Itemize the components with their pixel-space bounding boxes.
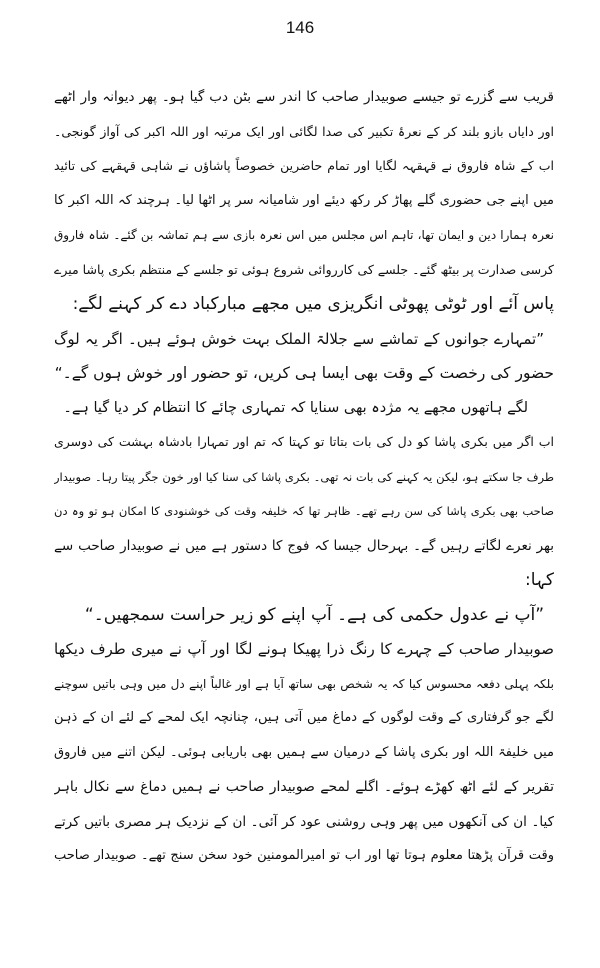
text-line: پاس آئے اور ٹوٹی پھوٹی انگریزی میں مجھے مبارکباد دے کر کہنے لگے: <box>72 294 554 314</box>
text-line: قریب سے گزرے تو جیسے صوبیدار صاحب کا اندر سے بٹن دب گیا ہو۔ پھر دیوانہ وار اٹھے <box>54 89 554 105</box>
text-line: صوبیدار صاحب کے چہرے کا رنگ ذرا پھیکا ہونے لگا اور آپ نے میری طرف دیکھا <box>54 640 554 658</box>
text-line: اب اگر میں بکری پاشا کو دل کی بات بتاتا تو کہتا کہ تم اور تمہارا بادشاہ بہشت کی دوسری <box>54 434 554 449</box>
text-line: اور دایاں بازو بلند کر کے نعرۂ تکبیر کی صدا لگائی اور ایک مرتبہ اور اللہ اکبر کی آواز گونجی۔ <box>54 123 554 139</box>
text-line: کیا۔ ان کی آنکھوں میں پھر وہی روشنی عود کر آئی۔ ان کے نزدیک ہر مصری باتیں کرتے <box>54 813 554 830</box>
text-line: نعرہ ہمارا دین و ایمان تھا، تاہم اس مجلس میں اس نعرہ بازی سے ہم تماشہ بن گئے۔ شاہ فاروق <box>54 228 554 242</box>
text-line: کہا: <box>525 570 554 590</box>
quote-line: حضور کی رخصت کے وقت بھی ایسا ہی کریں، تو حضور اور خوش ہوں گے۔“ <box>54 364 554 382</box>
text-line: میں خلیفۃ اللہ اور بکری پاشا کے درمیان سے ہمیں بھی باریابی ہوئی۔ لیکن اتنے میں فاروق <box>54 744 554 760</box>
text-line: کرسی صدارت پر بیٹھ گئے۔ جلسے کی کارروائی شروع ہوئی تو جلسے کے منتظم بکری پاشا میرے <box>54 261 554 277</box>
text-line: اب کے شاہ فاروق نے قہقہہ لگایا اور تمام حاضرین خصوصاً پاشاؤں نے شاہی قہقہے کی تائید <box>54 158 554 173</box>
quote-line: ”آپ نے عدول حکمی کی ہے۔ آپ اپنے کو زیر حراست سمجھیں۔“ <box>84 604 544 625</box>
text-line: طرف جا سکتے ہو، لیکن یہ کہنے کی بات نہ تھی۔ بکری پاشا کی سنا کیا اور خون جگر پیتا رہا۔ صوبیدار <box>54 469 554 484</box>
text-line: لگے جو گرفتاری کے وقت لوگوں کے دماغ میں آتی ہیں، چنانچہ ایک لمحے کے لئے ان کے ذہن <box>54 710 554 725</box>
page-number: 146 <box>285 18 315 37</box>
quote-line: ”تمہارے جوانوں کے تماشے سے جلالۃ الملک بہت خوش ہوئے ہیں۔ اگر یہ لوگ <box>54 329 544 348</box>
text-line: تقریر کے لئے اٹھ کھڑے ہوئے۔ اگلے لمحے صوبیدار صاحب نے ہمیں دماغ سے نکال باہر <box>54 779 554 795</box>
text-line: بلکہ پہلی دفعہ محسوس کیا کہ یہ شخص بھی ساتھ آیا ہے اور غالباً اپنے دل میں وہی باتیں سوچنے <box>54 676 554 691</box>
body-text <box>54 80 554 874</box>
text-line: لگے ہاتھوں مجھے یہ مژدہ بھی سنایا کہ تمہاری چائے کا انتظام کر دیا گیا ہے۔ <box>63 399 528 416</box>
text-line: بھر نعرے لگاتے رہیں گے۔ بہرحال جیسا کہ فوج کا دستور ہے میں نے صوبیدار صاحب سے <box>54 537 554 554</box>
text-line: میں اپنے جی حضوری گلے پھاڑ کر رکھ دیئے اور شامیانہ سر پر اٹھا لیا۔ ہرچند کہ اللہ اکبر کا <box>54 192 554 208</box>
text-line: صاحب بھی بکری پاشا کی سن رہے تھے۔ ظاہر تھا کہ خلیفہ وقت کی خوشنودی کا امکان ہو تو وہ دن <box>54 504 554 518</box>
text-line: وقت قرآن پڑھتا معلوم ہوتا تھا اور اب تو امیرالمومنین خود سخن سنج تھے۔ صوبیدار صاحب <box>54 848 554 863</box>
